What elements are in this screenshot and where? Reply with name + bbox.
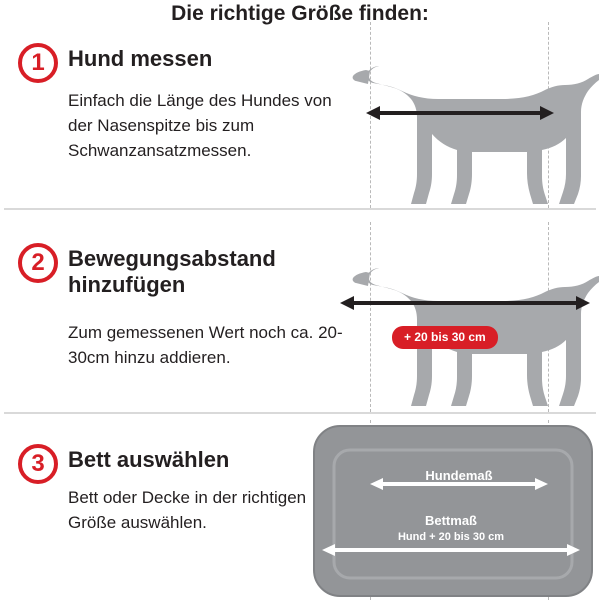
bed-arrow-bed-measure bbox=[322, 542, 580, 558]
bed-label-bed-measure: Bettmaß bbox=[424, 513, 477, 528]
step-1-number: 1 bbox=[18, 43, 58, 83]
measure-arrow-dog-length bbox=[366, 104, 554, 122]
dog-silhouette-2 bbox=[352, 228, 600, 410]
page-title: Die richtige Größe finden: bbox=[171, 2, 429, 25]
step-1-heading: Hund messen bbox=[68, 46, 213, 71]
step-2-body: Zum gemessenen Wert noch ca. 20-30cm hinzu addieren. bbox=[68, 323, 343, 367]
bed-label-dog-measure: Hundemaß bbox=[425, 468, 493, 483]
margin-badge: + 20 bis 30 cm bbox=[392, 326, 498, 349]
step-1-body: Einfach die Länge des Hundes von der Nasenspitze bis zum Schwanzansatzmessen. bbox=[68, 91, 332, 160]
step-3-body: Bett oder Decke in der richtigen Größe auswählen. bbox=[68, 488, 307, 532]
step-2-heading: Bewegungsabstand hinzufügen bbox=[68, 246, 276, 297]
divider-2 bbox=[4, 412, 596, 414]
step-3-heading: Bett auswählen bbox=[68, 447, 230, 472]
divider-1 bbox=[4, 208, 596, 210]
step-3-number: 3 bbox=[18, 444, 58, 484]
measure-arrow-with-margin bbox=[340, 294, 590, 312]
bed-label-bed-measure-sub: Hund + 20 bis 30 cm bbox=[397, 531, 505, 543]
step-2-number: 2 bbox=[18, 243, 58, 283]
